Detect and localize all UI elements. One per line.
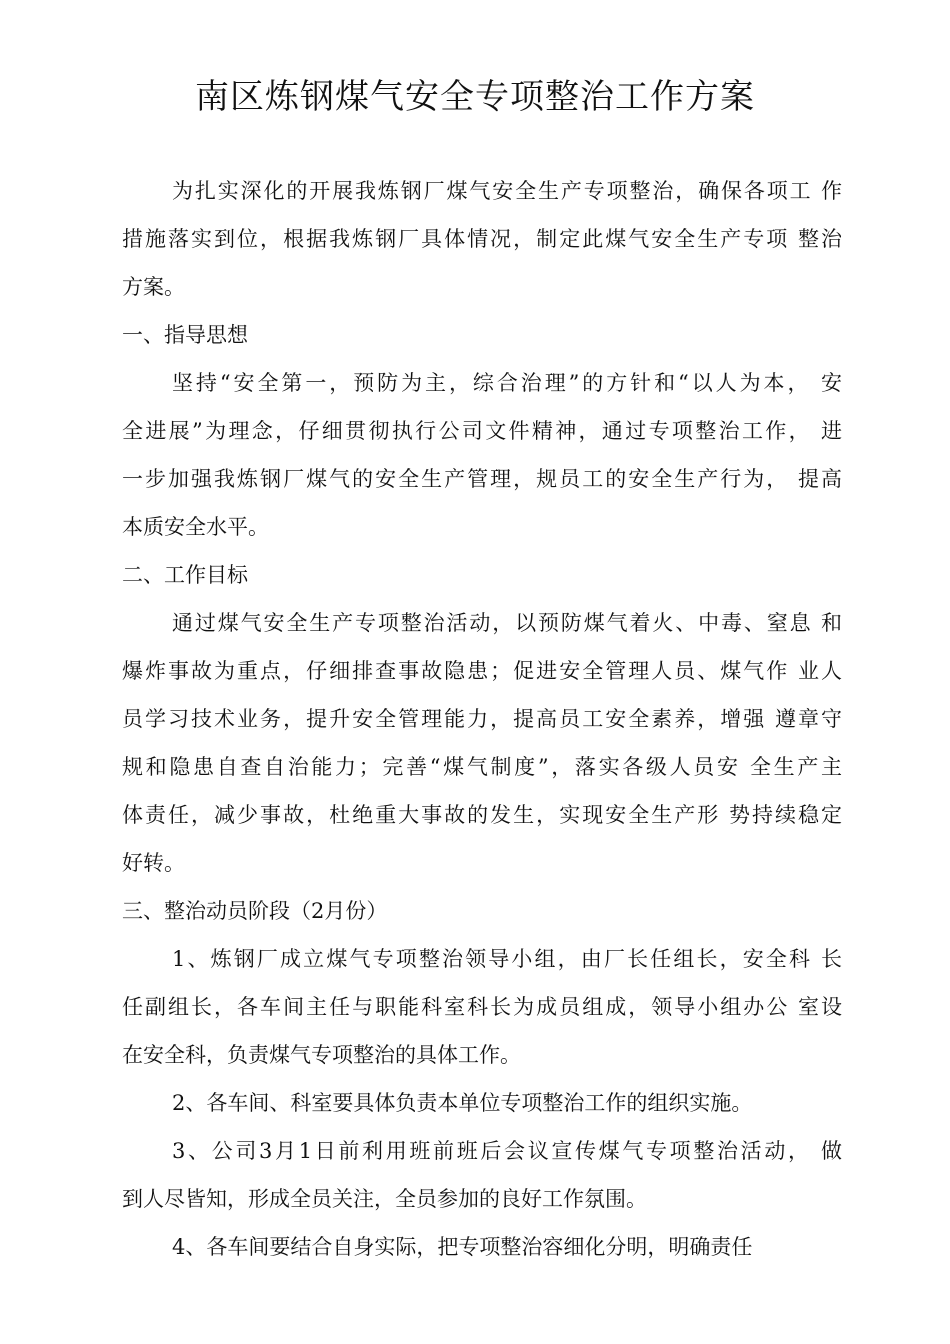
- section-heading: 一、指导思想: [122, 323, 248, 347]
- paragraph-line: 方案。: [122, 275, 185, 299]
- paragraph-line: 1、炼钢厂成立煤气专项整治领导小组，由厂长任组长，安全科 长: [172, 947, 842, 971]
- paragraph-line: 坚持“安全第一，预防为主，综合治理”的方针和“以人为本， 安: [172, 371, 842, 395]
- section-heading: 三、整治动员阶段（2月份）: [122, 899, 388, 923]
- section-heading: 二、工作目标: [122, 563, 248, 587]
- paragraph-line: 到人尽皆知，形成全员关注，全员参加的良好工作氛围。: [122, 1187, 647, 1211]
- paragraph-line: 为扎实深化的开展我炼钢厂煤气安全生产专项整治，确保各项工 作: [172, 179, 842, 203]
- paragraph-line: 全进展”为理念，仔细贯彻执行公司文件精神，通过专项整治工作， 进: [122, 419, 842, 443]
- paragraph-line: 在安全科，负责煤气专项整治的具体工作。: [122, 1043, 521, 1067]
- paragraph-line: 措施落实到位，根据我炼钢厂具体情况，制定此煤气安全生产专项 整治: [122, 227, 842, 251]
- paragraph-line: 好转。: [122, 851, 185, 875]
- paragraph-line: 3、公司3月1日前利用班前班后会议宣传煤气专项整治活动， 做: [172, 1139, 842, 1163]
- paragraph-line: 任副组长，各车间主任与职能科室科长为成员组成，领导小组办公 室设: [122, 995, 842, 1019]
- paragraph-line: 2、各车间、科室要具体负责本单位专项整治工作的组织实施。: [172, 1091, 753, 1115]
- paragraph-line: 规和隐患自查自治能力；完善“煤气制度”，落实各级人员安 全生产主: [122, 755, 842, 779]
- paragraph-line: 4、各车间要结合自身实际，把专项整治容细化分明，明确责任: [172, 1235, 753, 1259]
- document-title: 南区炼钢煤气安全专项整治工作方案: [195, 77, 755, 117]
- paragraph-line: 爆炸事故为重点，仔细排查事故隐患；促进安全管理人员、煤气作 业人: [122, 659, 842, 683]
- paragraph-line: 体责任，减少事故，杜绝重大事故的发生，实现安全生产形 势持续稳定: [122, 803, 842, 827]
- paragraph-line: 本质安全水平。: [122, 515, 269, 539]
- paragraph-line: 一步加强我炼钢厂煤气的安全生产管理，规员工的安全生产行为， 提高: [122, 467, 842, 491]
- paragraph-line: 通过煤气安全生产专项整治活动，以预防煤气着火、中毒、窒息 和: [172, 611, 842, 635]
- paragraph-line: 员学习技术业务，提升安全管理能力，提高员工安全素养，增强 遵章守: [122, 707, 842, 731]
